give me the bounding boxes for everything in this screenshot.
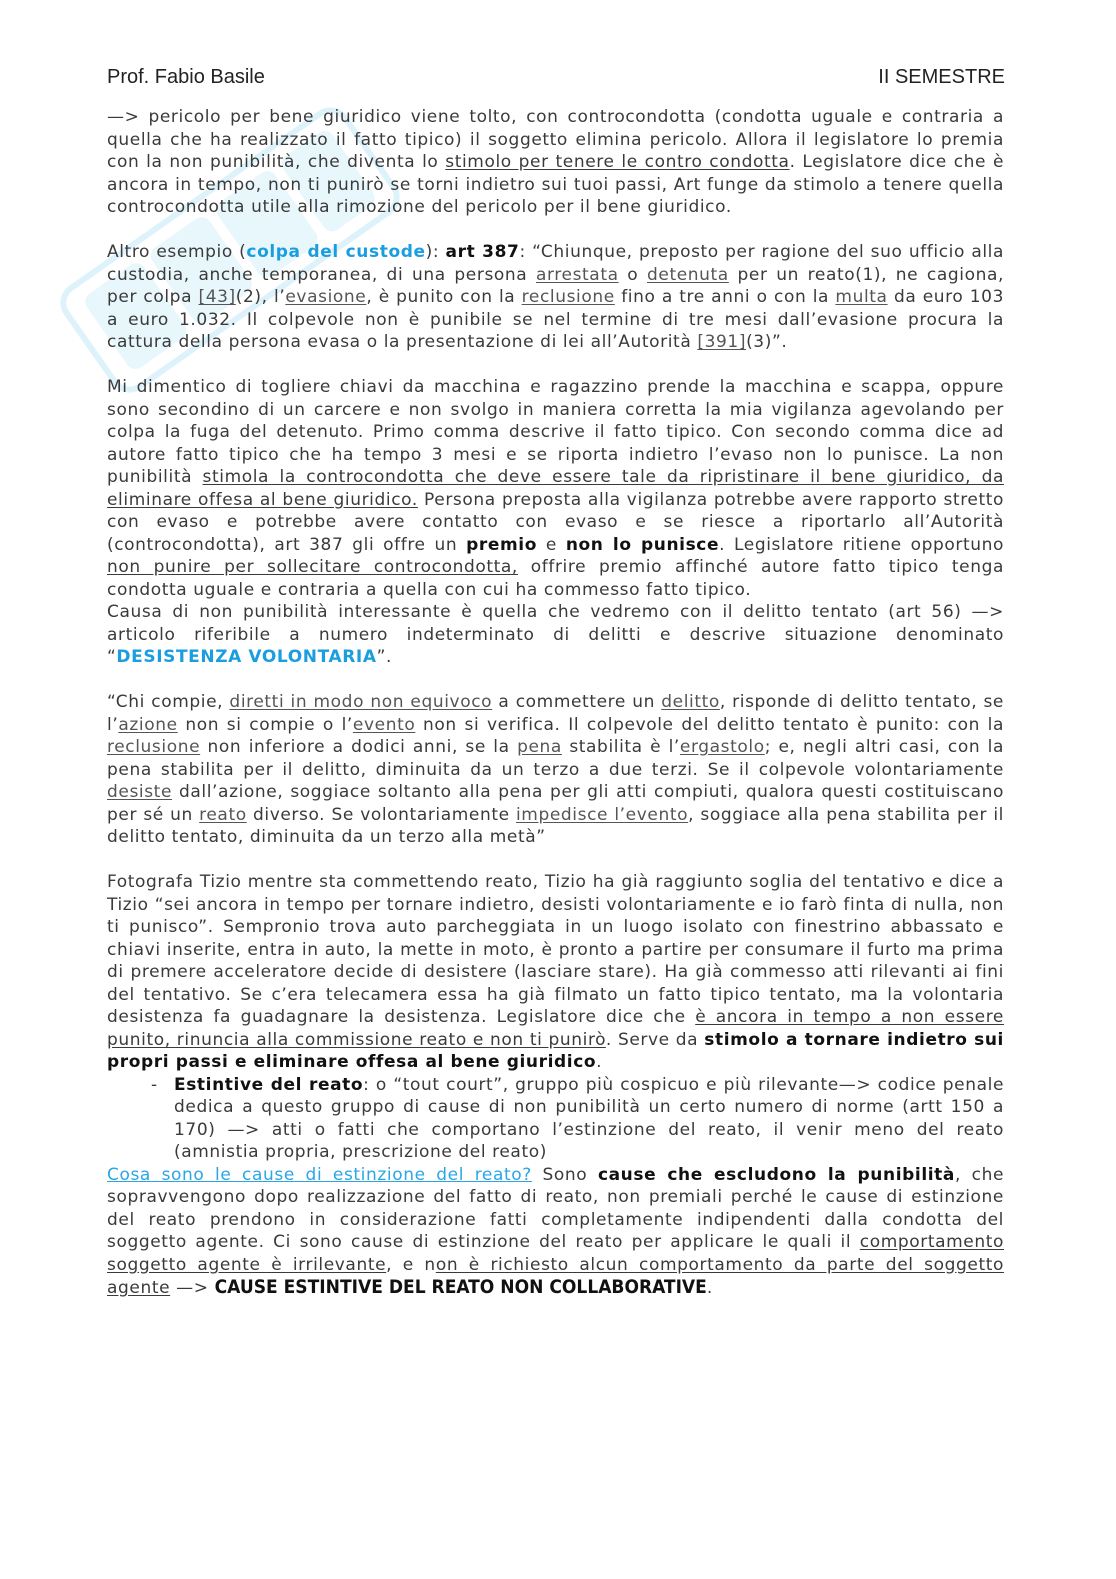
text: —> (170, 1278, 215, 1298)
bullet-dash: - (151, 1074, 158, 1095)
page-header (107, 66, 1005, 94)
text: Causa di non punibilità interessante è quella che vedremo con il delitto tentato (art 56) —> articolo riferibile a numero indeterminato di delitti e descrive situazione denominato “ (107, 602, 1004, 667)
text: (2), l’ (235, 287, 286, 307)
underlined-text: è ancora in tempo a non essere punito, rinuncia alla commissione reato e non ti punirò (107, 1007, 1004, 1050)
paragraph-3 (107, 376, 1004, 601)
bold-text: art 387 (445, 242, 520, 262)
text: fino a tre anni o con la (614, 287, 836, 307)
link-43[interactable]: [43] (198, 287, 236, 307)
text: per un reato(1), ne cagiona, per colpa (107, 264, 1004, 307)
header-semester: II SEMESTRE (878, 66, 1005, 88)
text: da euro 103 a euro 1.032. Il colpevole non è punibile se nel termine di tre mesi dall’evasione procura la cattura della persona evasa o la presentazione di lei all’Autorità (107, 287, 1004, 352)
caps-heading: CAUSE ESTINTIVE DEL REATO NON COLLABORATIVE (214, 1276, 707, 1298)
link-multa[interactable]: multa (835, 287, 888, 307)
underlined-text: stimola la controcondotta che deve essere tale da ripristinare il bene giuridico, da eliminare offesa al bene giuridico. (107, 467, 1004, 510)
highlight-term: DESISTENZA VOLONTARIA (116, 647, 377, 667)
bold-text: non lo punisce (565, 534, 720, 555)
underlined-text: stimolo per tenere le contro condotta (445, 152, 790, 172)
text: e (537, 534, 566, 555)
link-evasione[interactable]: evasione (285, 287, 367, 307)
text: . Legislatore ritiene opportuno (719, 534, 1005, 555)
text: “Chi compie, (107, 692, 230, 712)
text: stabilita è l’ (561, 737, 680, 757)
text: , è punito con la (366, 287, 522, 307)
text: ): (425, 242, 446, 262)
underlined-text: non punire per sollecitare controcondotta, (107, 557, 518, 577)
text: . (596, 1052, 603, 1072)
paragraph-7 (107, 1164, 1004, 1300)
link-arrestata[interactable]: arrestata (536, 264, 619, 285)
text: Fotografa Tizio mentre sta commettendo reato, Tizio ha già raggiunto soglia del tentativo e dice a Tizio “sei ancora in tempo per tornare indietro, desisti volontariamente e io farò finta di nulla, non ti punisco”. Sempronio trova auto parcheggiata in un luogo isolato con finestrino abbassato e chiavi inserite, entra in auto, la mette in moto, è pronto a partire per consumare il furto ma prima di premere acceleratore decide di desistere (lasciare stare). Ha già commesso atti rilevanti ai fini del tentativo. Se c’era telecamera essa ha già filmato un fatto tipico tentato, ma la volontaria desistenza fa guadagnare la desistenza. Legislatore dice che (107, 872, 1004, 1027)
text: Sono (531, 1164, 598, 1185)
text: : o “tout court”, gruppo più cospicuo e più rilevante—> codice penale dedica a questo gruppo di cause di non punibilità un certo numero di norme (artt 150 a 170) —> atti o fatti che comportano l’estinzione del reato, il venir meno del reato (amnistia propria, prescrizione del reato) (174, 1074, 1004, 1162)
link-delitto[interactable]: delitto (661, 692, 720, 712)
link-reato[interactable]: reato (199, 804, 247, 825)
highlight-term: colpa del custode (246, 242, 426, 262)
text: offrire premio affinché autore fatto tipico tenga condotta uguale e contraria a quella con cui ha commesso fatto tipico. (107, 557, 1004, 600)
header-author: Prof. Fabio Basile (107, 66, 265, 88)
link-desiste[interactable]: desiste (107, 782, 173, 802)
bold-text: premio (466, 534, 538, 555)
bullet-estintive (107, 1074, 1004, 1164)
text: : “Chiunque, preposto per ragione del suo ufficio alla custodia, anche temporanea, di una persona (107, 242, 1004, 285)
bold-text: cause che escludono la punibilità (597, 1164, 955, 1185)
link-pena[interactable]: pena (517, 737, 562, 757)
link-detenuta[interactable]: detenuta (647, 264, 729, 285)
link-reclusione[interactable]: reclusione (107, 737, 201, 757)
paragraph-4 (107, 601, 1004, 669)
text: Mi dimentico di togliere chiavi da macchina e ragazzino prende la macchina e scappa, oppure sono secondino di un carcere e non svolgo in maniera corretta la mia vigilanza agevolando per colpa la fuga del detenuto. Primo comma descrive il fatto tipico. Con secondo comma dice ad autore fatto tipico che ha tempo 3 mesi e se riporta indietro l’evaso non lo punisce. La non punibilità (107, 377, 1004, 487)
link-391[interactable]: [391] (697, 332, 747, 352)
text: . Legislatore dice che è ancora in tempo, non ti punirò se torni indietro sui tuoi passi, Art funge da stimolo a tenere quella controcondotta utile alla rimozione del pericolo per il bene giuridico. (107, 152, 1004, 217)
bold-text: stimolo a tornare indietro sui propri passi e eliminare offesa al bene giuridico (107, 1029, 1004, 1072)
text: (3)”. (746, 332, 788, 352)
text: ”. (376, 647, 393, 667)
text: non inferiore a dodici anni, se la (200, 737, 518, 757)
text: non si compie o l’ (177, 714, 353, 735)
text: a commettere un (492, 692, 662, 712)
link-azione[interactable]: azione (118, 714, 178, 735)
underlined-text: comportamento soggetto agente è irrilevante (107, 1232, 1004, 1275)
text: non si verifica. Il colpevole del delitto tentato è punito: con la (415, 714, 1004, 735)
text: , risponde di delitto tentato, se l’ (107, 692, 1004, 735)
text: Altro esempio ( (107, 242, 247, 262)
text: o (618, 264, 647, 285)
text: Persona preposta alla vigilanza potrebbe avere rapporto stretto con evaso e potrebbe avere contatto con evaso e se riesce a riportarlo all’Autorità (controcondotta), art 387 gli offre un (107, 489, 1004, 555)
text: —> pericolo per bene giuridico viene tolto, con controcondotta (condotta uguale e contraria a quella che ha realizzato il fatto tipico) il soggetto elimina pericolo. Allora il legislatore lo premia con la non punibilità, che diventa lo (107, 107, 1004, 172)
bold-text: Estintive del reato (174, 1074, 364, 1095)
text: diverso. Se volontariamente (246, 804, 516, 825)
text: . Serve da (605, 1029, 705, 1050)
text: ; e, negli altri casi, con la pena stabilita per il delitto, diminuita da un terzo a due terzi. Se il colpevole volontariamente (107, 737, 1004, 780)
underlined-text: on è richiesto alcun comportamento da parte del soggetto agente (107, 1254, 1005, 1298)
link-reclusione[interactable]: reclusione (521, 287, 615, 307)
text: dall’azione, soggiace soltanto alla pena per gli atti compiuti, qualora questi costituiscano per sé un (107, 782, 1004, 825)
document-body (107, 106, 1004, 1300)
link-ergastolo[interactable]: ergastolo (679, 737, 765, 757)
text: , che sopravvengono dopo realizzazione del fatto di reato, non premiali perché le cause di estinzione del reato prendono in considerazione fatti completamente indipendenti dalla condotta del soggetto agente. Ci sono cause di estinzione del reato per applicare le quali il (107, 1164, 1005, 1252)
text: , soggiace alla pena stabilita per il delitto tentato, diminuita da un terzo alla metà” (107, 804, 1004, 847)
link-evento[interactable]: evento (352, 714, 416, 735)
text: , e n (386, 1254, 436, 1275)
paragraph-1 (107, 106, 1004, 219)
text: . (706, 1278, 713, 1298)
paragraph-2 (107, 241, 1004, 354)
question-link[interactable]: Cosa sono le cause di estinzione del reato? (107, 1164, 532, 1185)
paragraph-5 (107, 691, 1004, 849)
paragraph-6 (107, 871, 1004, 1074)
link-diretti[interactable]: diretti in modo non equivoco (229, 692, 493, 712)
link-impedisce-evento[interactable]: impedisce l’evento (515, 804, 689, 825)
